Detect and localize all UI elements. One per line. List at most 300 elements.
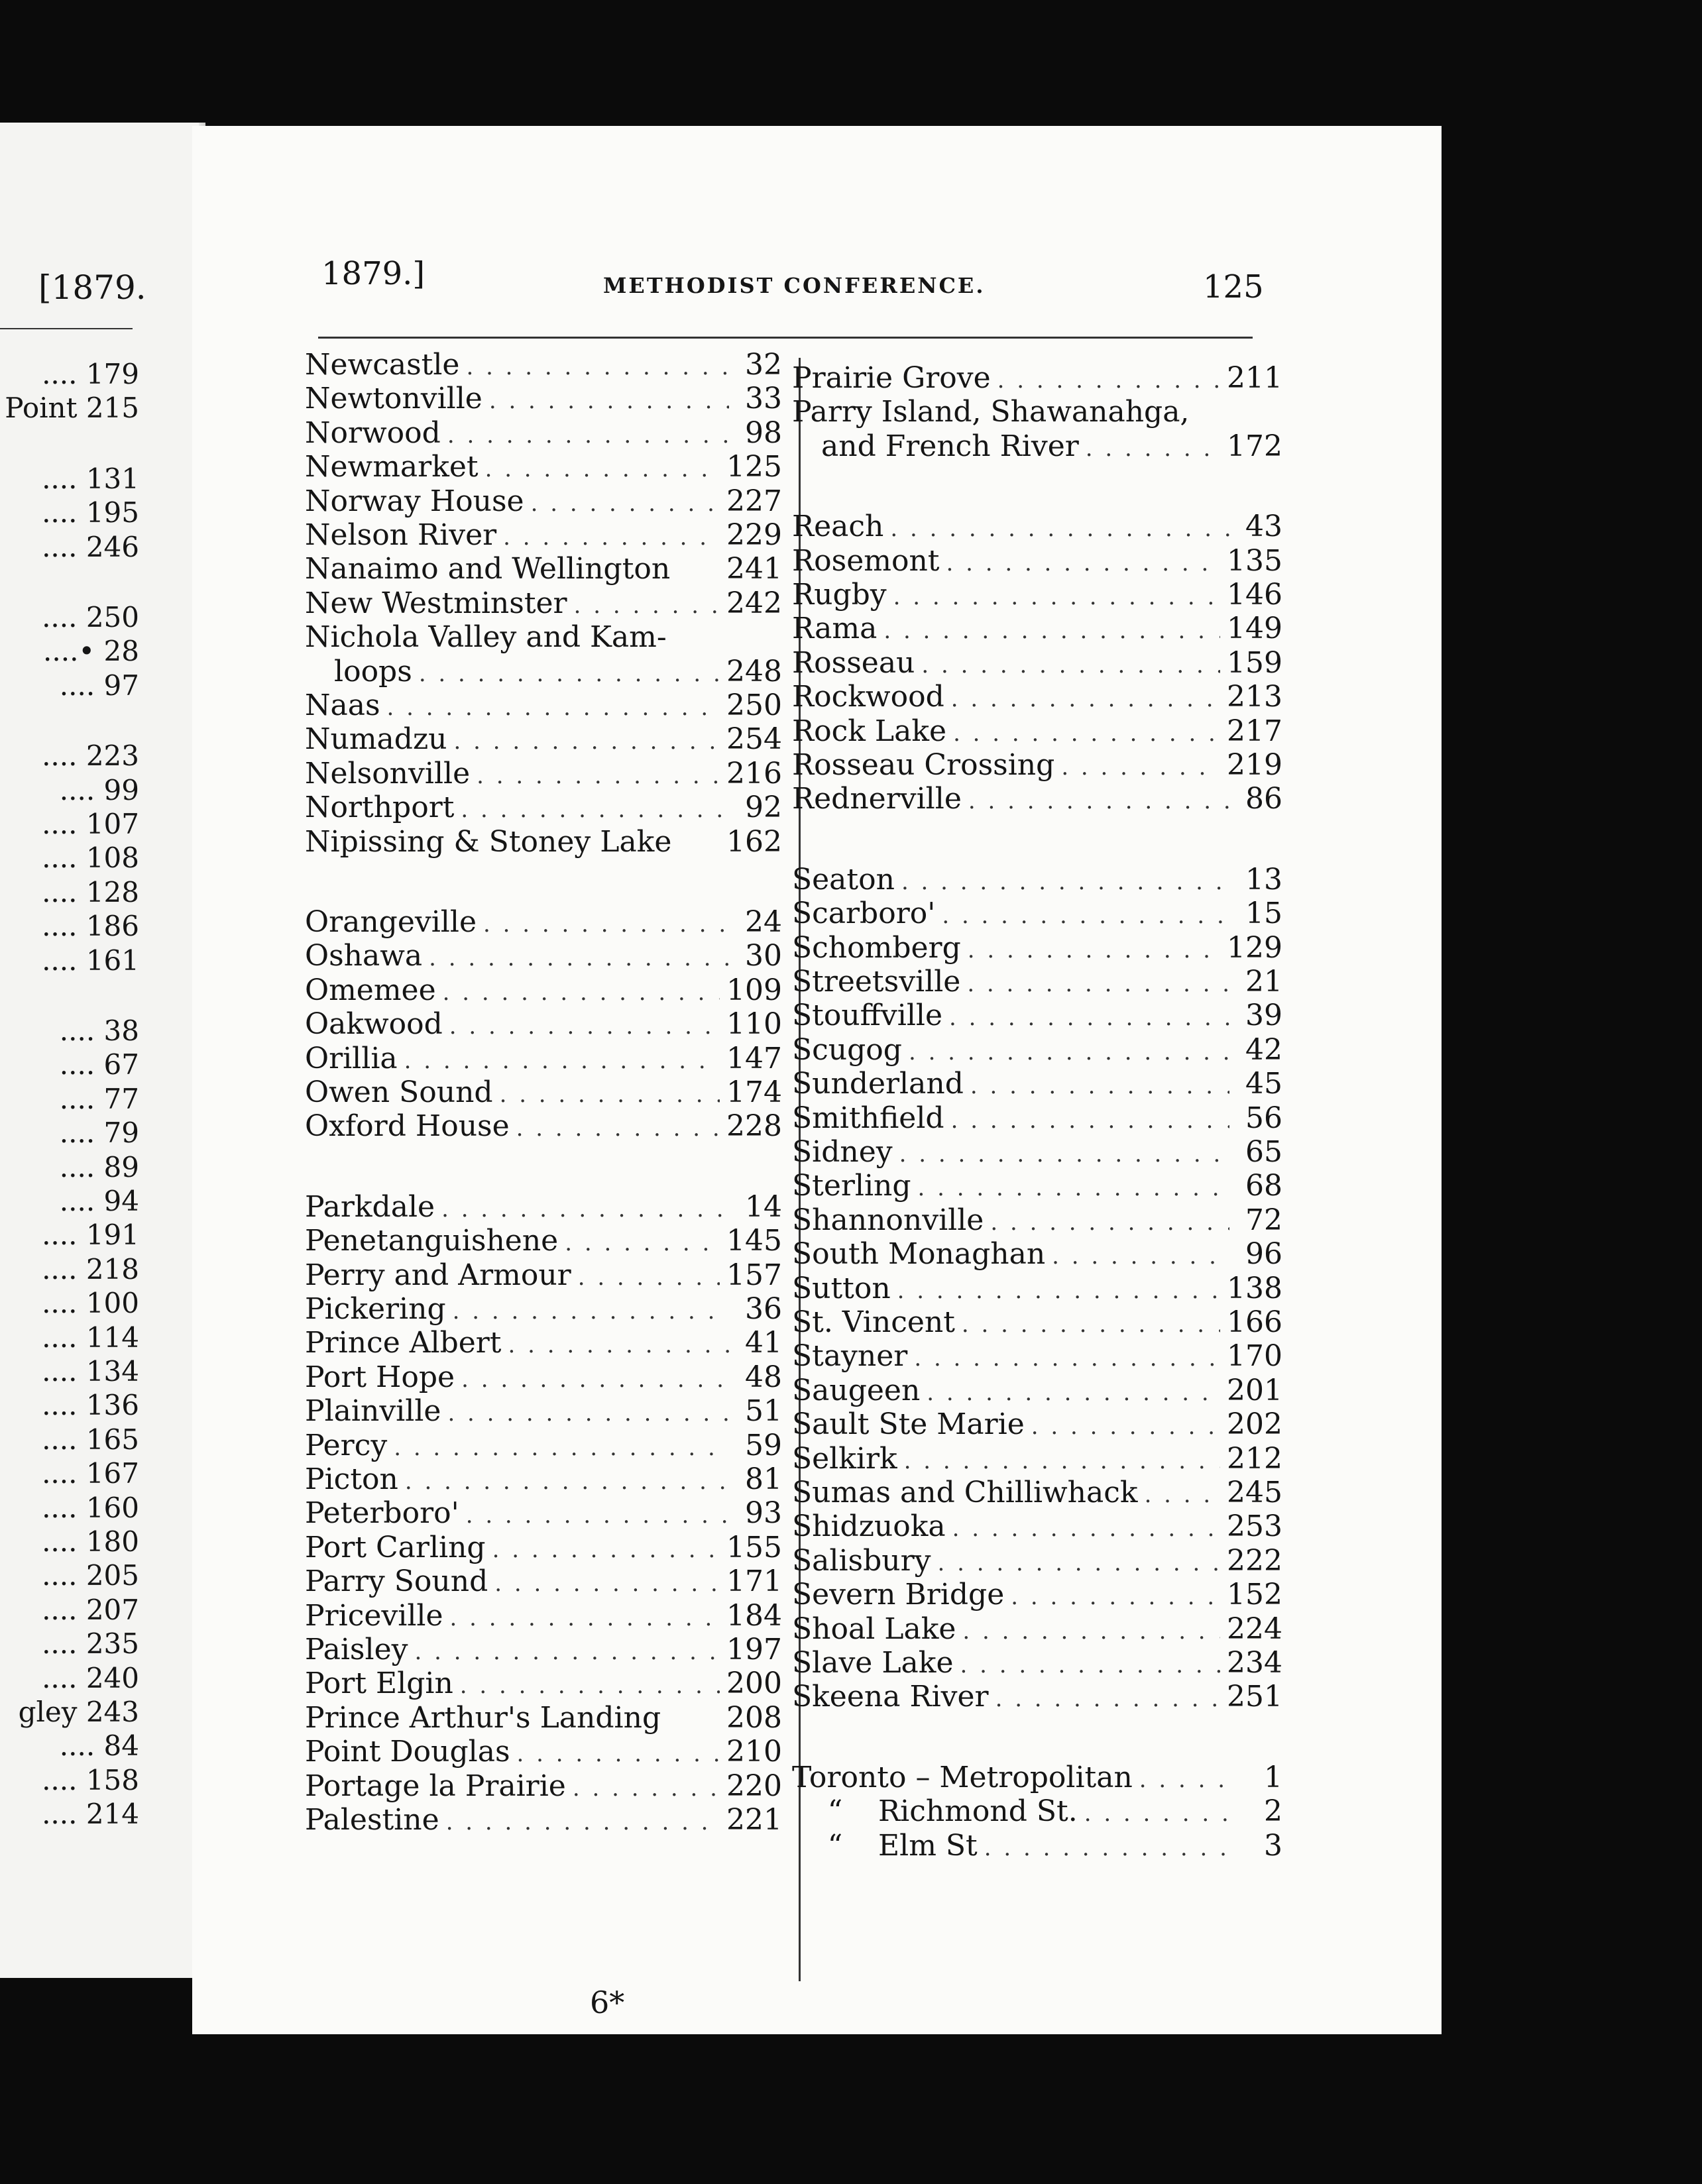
index-entry	[305, 905, 782, 940]
entry-name: Numadzu	[305, 722, 447, 757]
entry-page-number: 15	[1245, 897, 1282, 931]
index-entry	[792, 1680, 1282, 1714]
leader-dots	[904, 1444, 1220, 1478]
header-title: METHODIST CONFERENCE.	[603, 273, 986, 298]
entry-name: Peterboro'	[305, 1496, 459, 1531]
leader-dots	[419, 657, 720, 691]
entry-name: Scugog	[792, 1032, 902, 1067]
entry-page-number: 98	[745, 415, 782, 450]
entry-page-number: 159	[1227, 645, 1282, 680]
index-entry	[792, 1646, 1282, 1680]
leader-dots	[453, 724, 720, 759]
index-entry	[305, 1462, 782, 1497]
index-entry	[792, 612, 1282, 646]
entry-page-number: 221	[726, 1803, 782, 1837]
entry-name: South Monaghan	[792, 1237, 1046, 1272]
index-entry	[305, 586, 782, 621]
entry-page-number: 65	[1245, 1135, 1282, 1169]
entry-name: Prince Albert	[305, 1326, 502, 1360]
index-entry	[305, 1735, 782, 1769]
entry-name: Rock Lake	[792, 714, 947, 748]
entry-name: Port Elgin	[305, 1666, 453, 1701]
leader-dots	[405, 1464, 729, 1499]
entry-page-number: 224	[1227, 1611, 1282, 1646]
left-page-entry: .... 79	[59, 1117, 139, 1150]
index-entry	[305, 1429, 782, 1463]
index-entry	[792, 714, 1282, 749]
left-page-entry: .... 67	[59, 1048, 139, 1081]
left-page-entry: .... 207	[42, 1593, 139, 1626]
index-entry	[792, 748, 1282, 783]
index-entry	[792, 646, 1282, 681]
leader-dots	[447, 1396, 729, 1431]
entry-name: Seaton	[792, 862, 895, 897]
index-entry	[305, 1394, 782, 1429]
index-entry	[792, 1509, 1282, 1544]
entry-name: Picton	[305, 1462, 398, 1496]
entry-name: Severn Bridge	[792, 1578, 1005, 1612]
leader-dots	[466, 1498, 729, 1533]
index-entry	[305, 1599, 782, 1633]
left-page-entry: .... 223	[42, 739, 139, 773]
leader-dots	[453, 1294, 729, 1329]
entry-page-number: 241	[726, 552, 782, 586]
entry-page-number: 242	[726, 586, 782, 620]
entry-page-number: 250	[726, 688, 782, 722]
leader-dots	[990, 1205, 1229, 1240]
index-entry	[792, 680, 1282, 714]
entry-name: Rednerville	[792, 782, 962, 816]
entry-name: Pickering	[305, 1292, 446, 1326]
entry-page-number: 135	[1227, 543, 1282, 578]
entry-page-number: 68	[1245, 1169, 1282, 1203]
entry-page-number: 56	[1245, 1101, 1282, 1135]
index-entry	[792, 999, 1282, 1033]
index-entry	[305, 1190, 782, 1225]
entry-name: Sumas and Chilliwhack	[792, 1476, 1138, 1509]
entry-name: Norwood	[305, 415, 441, 450]
entry-name: Shannonville	[792, 1203, 984, 1237]
left-page-entry: ....• 28	[43, 635, 139, 668]
index-entry	[305, 1701, 782, 1735]
leader-dots	[489, 384, 729, 418]
entry-name: Orangeville	[305, 905, 477, 939]
leader-dots	[449, 1009, 720, 1044]
entry-name: Nelsonville	[305, 756, 471, 791]
entry-page-number: 210	[726, 1735, 782, 1769]
header-year: 1879.]	[321, 255, 426, 292]
entry-name: Prairie Grove	[792, 361, 991, 395]
index-entry	[792, 1544, 1282, 1578]
entry-name: Rugby	[792, 578, 887, 612]
entry-name: Sault Ste Marie	[792, 1407, 1025, 1442]
left-page-entry: .... 100	[42, 1287, 139, 1320]
index-entry	[305, 1564, 782, 1599]
leader-dots	[517, 1737, 720, 1771]
left-page-entry: .... 38	[59, 1014, 139, 1047]
entry-page-number: 145	[726, 1224, 782, 1258]
leader-dots	[1145, 1478, 1220, 1512]
index-entry	[305, 382, 782, 416]
index-entry	[305, 518, 782, 553]
entry-name: Shidzuoka	[792, 1509, 946, 1544]
leader-dots	[508, 1328, 729, 1362]
leader-dots	[414, 1635, 720, 1669]
left-page-entry: .... 94	[59, 1185, 139, 1217]
left-page-entry: .... 107	[42, 808, 139, 840]
leader-dots	[1086, 431, 1220, 466]
entry-page-number: 96	[1245, 1237, 1282, 1272]
entry-name: Oakwood	[305, 1007, 443, 1042]
leader-dots	[970, 1069, 1229, 1103]
index-entry	[792, 897, 1282, 931]
entry-page-number: 216	[726, 756, 782, 791]
left-page-entry: .... 180	[42, 1525, 139, 1558]
index-entry	[792, 1476, 1282, 1510]
entry-name: Portage la Prairie	[305, 1769, 566, 1803]
entry-page-number: 41	[745, 1326, 782, 1360]
index-entry	[305, 416, 782, 451]
entry-name: Sidney	[792, 1135, 893, 1169]
entry-page-number: 227	[726, 484, 782, 518]
entry-page-number: 13	[1245, 862, 1282, 897]
entry-name: Point Douglas	[305, 1735, 510, 1769]
entry-name: Northport	[305, 791, 455, 825]
leader-dots	[461, 1362, 729, 1397]
leader-dots	[503, 520, 720, 555]
leader-dots	[387, 690, 720, 725]
left-page-entry: .... 167	[42, 1457, 139, 1490]
entry-page-number: 234	[1227, 1646, 1282, 1680]
index-entry	[792, 1067, 1282, 1101]
leader-dots	[460, 1668, 720, 1703]
entry-name: loops	[334, 654, 412, 688]
entry-name: Newtonville	[305, 382, 482, 416]
leader-dots	[447, 418, 729, 453]
entry-name: Saugeen	[792, 1373, 921, 1407]
entry-name: Plainville	[305, 1394, 441, 1429]
index-entry	[305, 1803, 782, 1837]
left-page-entry: .... 218	[42, 1252, 139, 1285]
index-entry	[305, 939, 782, 973]
entry-name: Port Carling	[305, 1530, 486, 1564]
entry-page-number: 213	[1227, 680, 1282, 714]
entry-page-number: 248	[726, 654, 782, 688]
leader-dots	[441, 1192, 729, 1227]
entry-name: Shoal Lake	[792, 1611, 956, 1646]
leader-dots	[516, 1111, 720, 1146]
index-entry	[305, 1224, 782, 1258]
entry-page-number: 228	[726, 1109, 782, 1144]
page-number: 125	[1203, 268, 1264, 305]
entry-name: Sterling	[792, 1169, 911, 1203]
index-entry	[792, 578, 1282, 612]
entry-name: Sunderland	[792, 1067, 964, 1101]
entry-name: Nanaimo and Wellington	[305, 552, 671, 586]
entry-page-number: 174	[726, 1075, 782, 1109]
leader-dots	[897, 1274, 1220, 1308]
left-page-entry: .... 160	[42, 1491, 139, 1524]
leader-dots	[404, 1044, 720, 1078]
index-entry	[792, 782, 1282, 816]
entry-name: Schomberg	[792, 930, 961, 965]
index-entry	[792, 1033, 1282, 1067]
leader-dots	[443, 975, 720, 1010]
entry-name: Newmarket	[305, 450, 479, 484]
leader-dots	[951, 682, 1220, 716]
leader-dots	[485, 452, 720, 486]
left-page-entry: .... 97	[59, 669, 139, 702]
entry-name: Norway House	[305, 484, 524, 518]
entry-page-number: 109	[726, 973, 782, 1007]
entry-name: Nipissing & Stoney Lake	[305, 824, 672, 859]
entry-name: New Westminster	[305, 586, 567, 620]
index-entry	[792, 1272, 1282, 1306]
header-rule	[318, 337, 1253, 339]
index-entry	[305, 722, 782, 757]
leader-dots	[914, 1341, 1220, 1376]
entry-page-number: 93	[745, 1496, 782, 1531]
index-entry	[305, 1769, 782, 1804]
left-page-entry: .... 246	[42, 530, 139, 563]
entry-page-number: 200	[726, 1666, 782, 1701]
entry-page-number: 92	[745, 791, 782, 825]
leader-dots	[1052, 1239, 1229, 1274]
entry-page-number: 184	[726, 1598, 782, 1633]
left-page-entry: .... 161	[42, 944, 139, 977]
entry-page-number: 1	[1264, 1760, 1282, 1794]
leader-dots	[883, 614, 1220, 648]
leader-dots	[573, 1771, 720, 1806]
entry-name: Palestine	[305, 1803, 439, 1837]
entry-page-number: 155	[726, 1530, 782, 1564]
leader-dots	[953, 716, 1220, 751]
entry-name: Skeena River	[792, 1680, 989, 1714]
leader-dots	[461, 792, 729, 827]
index-entry	[305, 791, 782, 825]
entry-page-number: 222	[1227, 1543, 1282, 1578]
entry-name: Scarboro'	[792, 897, 936, 931]
leader-dots	[578, 1260, 720, 1295]
entry-name: Parkdale	[305, 1189, 435, 1224]
entry-page-number: 39	[1245, 999, 1282, 1033]
entry-page-number: 36	[745, 1292, 782, 1326]
left-page-entry: .... 77	[59, 1082, 139, 1115]
entry-name: Prince Arthur's Landing	[305, 1700, 661, 1735]
leader-dots	[968, 784, 1229, 818]
index-entry	[792, 1339, 1282, 1374]
left-page-rule	[0, 328, 133, 329]
leader-dots	[997, 363, 1220, 398]
index-entry	[792, 1442, 1282, 1476]
leader-dots	[890, 512, 1229, 546]
leader-dots	[500, 1077, 720, 1112]
index-entry	[792, 1407, 1282, 1442]
index-entry	[792, 361, 1282, 396]
entry-page-number: 217	[1227, 714, 1282, 748]
index-entry	[305, 1109, 782, 1144]
left-page-entry: .... 235	[42, 1627, 139, 1661]
leader-dots	[995, 1682, 1220, 1716]
leader-dots	[901, 865, 1229, 899]
leader-dots	[1061, 750, 1220, 785]
entry-name: “	[827, 1794, 843, 1829]
leader-dots	[574, 588, 720, 623]
entry-page-number: 149	[1227, 612, 1282, 646]
index-entry	[305, 1042, 782, 1076]
index-entry	[305, 1496, 782, 1531]
entry-name: Toronto – Metropolitan	[792, 1760, 1133, 1794]
entry-page-number: 21	[1245, 965, 1282, 999]
index-entry	[305, 655, 782, 689]
left-page-entry: .... 186	[42, 910, 139, 943]
entry-name: Port Hope	[305, 1360, 455, 1394]
index-entry	[792, 965, 1282, 999]
entry-page-number: 254	[726, 722, 782, 757]
left-page-entry: .... 136	[42, 1389, 139, 1422]
index-entry	[305, 484, 782, 519]
leader-dots	[477, 759, 720, 793]
leader-dots	[942, 899, 1229, 933]
entry-name: Stayner	[792, 1339, 908, 1374]
leader-dots	[952, 1511, 1220, 1546]
entry-name: Rosseau	[792, 645, 915, 680]
index-entry	[792, 1203, 1282, 1238]
left-page-entry: gley 243	[18, 1696, 139, 1728]
left-page-entry: .... 195	[42, 496, 139, 529]
index-entry	[792, 510, 1282, 544]
entry-page-number: 201	[1227, 1373, 1282, 1407]
index-entry	[305, 1360, 782, 1395]
entry-name: Smithfield	[792, 1101, 944, 1135]
index-entry	[305, 1666, 782, 1701]
entry-page-number: 245	[1227, 1476, 1282, 1509]
left-page-entry: .... 158	[42, 1763, 139, 1796]
entry-name: Naas	[305, 688, 380, 722]
entry-page-number: 14	[745, 1189, 782, 1224]
leader-dots	[492, 1533, 720, 1567]
entry-page-number: 45	[1245, 1067, 1282, 1101]
leader-dots	[968, 933, 1220, 967]
index-entry	[792, 931, 1282, 965]
index-entry	[305, 620, 782, 655]
entry-page-number: 72	[1245, 1203, 1282, 1237]
entry-name: Slave Lake	[792, 1646, 954, 1680]
entry-page-number: 251	[1227, 1680, 1282, 1714]
entry-page-number: 162	[726, 824, 782, 859]
index-entry	[305, 1292, 782, 1327]
left-page-entry: .... 179	[42, 358, 139, 390]
left-page-entry: .... 191	[42, 1219, 139, 1252]
left-page-entry: .... 240	[42, 1661, 139, 1694]
index-entry	[305, 973, 782, 1008]
entry-page-number: 211	[1227, 361, 1282, 395]
left-page-entry: .... 131	[42, 462, 139, 495]
index-entry	[792, 1237, 1282, 1272]
leader-dots	[938, 1546, 1221, 1580]
index-entry	[792, 1829, 1282, 1863]
entry-name: Selkirk	[792, 1441, 897, 1476]
leader-dots	[949, 1001, 1229, 1035]
entry-page-number: 81	[745, 1462, 782, 1496]
entry-page-number: 152	[1227, 1578, 1282, 1612]
index-entry	[305, 1633, 782, 1667]
left-page-entry: .... 205	[42, 1559, 139, 1592]
entry-page-number: 220	[726, 1769, 782, 1803]
left-page-entry: Point 215	[5, 392, 139, 425]
left-page-entry: .... 134	[42, 1355, 139, 1388]
page-header	[192, 126, 1442, 345]
index-entry	[305, 825, 782, 859]
entry-page-number: 166	[1227, 1305, 1282, 1339]
left-page-entry: .... 250	[42, 601, 139, 633]
index-entry	[305, 450, 782, 484]
entry-name: Penetanguishene	[305, 1224, 559, 1258]
entry-name: Nichola Valley and Kam-	[305, 620, 667, 655]
entry-page-number: 208	[726, 1700, 782, 1735]
entry-page-number: 147	[726, 1041, 782, 1075]
entry-name: Nelson River	[305, 518, 497, 552]
entry-name: Omemee	[305, 973, 436, 1007]
entry-name: Stouffville	[792, 999, 943, 1033]
entry-page-number: 2	[1264, 1794, 1282, 1829]
left-page-entry: .... 114	[42, 1321, 139, 1354]
entry-name: Oxford House	[305, 1109, 510, 1144]
leader-dots	[951, 1103, 1229, 1138]
leader-dots	[1139, 1763, 1229, 1797]
leader-dots	[565, 1226, 720, 1260]
entry-page-number: 212	[1227, 1441, 1282, 1476]
index-entry	[792, 863, 1282, 897]
leader-dots	[962, 1307, 1220, 1342]
left-page-year: [1879.	[38, 268, 146, 307]
entry-page-number: 51	[745, 1394, 782, 1429]
index-entry	[792, 429, 1282, 464]
index-entry	[792, 1761, 1282, 1795]
entry-name: Orillia	[305, 1041, 398, 1075]
entry-page-number: 24	[745, 905, 782, 939]
left-page-entry: .... 84	[59, 1729, 139, 1763]
entry-page-number: 3	[1264, 1828, 1282, 1863]
index-entry	[792, 1135, 1282, 1170]
index-entry	[792, 1305, 1282, 1340]
leader-dots	[1031, 1409, 1220, 1444]
entry-page-number: 202	[1227, 1407, 1282, 1442]
entry-page-number: 171	[726, 1564, 782, 1599]
index-entry	[792, 1612, 1282, 1647]
entry-name: Paisley	[305, 1633, 408, 1666]
leader-dots	[967, 967, 1229, 1001]
entry-name: Streetsville	[792, 965, 961, 999]
entry-page-number: 33	[745, 382, 782, 416]
index-entry	[792, 1578, 1282, 1612]
entry-name: Sutton	[792, 1271, 891, 1305]
entry-page-number: 229	[726, 518, 782, 552]
entry-page-number: 42	[1245, 1032, 1282, 1067]
entry-name: Owen Sound	[305, 1075, 493, 1109]
entry-name: and French River	[821, 429, 1079, 463]
leader-dots	[960, 1648, 1220, 1682]
entry-name: Parry Sound	[305, 1564, 488, 1599]
leader-dots	[429, 941, 729, 975]
book-page	[192, 126, 1442, 2034]
left-page-entry: .... 89	[59, 1150, 139, 1183]
entry-subname: Richmond St.	[878, 1794, 1078, 1829]
leader-dots	[1084, 1796, 1229, 1831]
entry-page-number: 125	[726, 450, 782, 484]
left-page-entry: .... 165	[42, 1423, 139, 1456]
entry-page-number: 146	[1227, 578, 1282, 612]
